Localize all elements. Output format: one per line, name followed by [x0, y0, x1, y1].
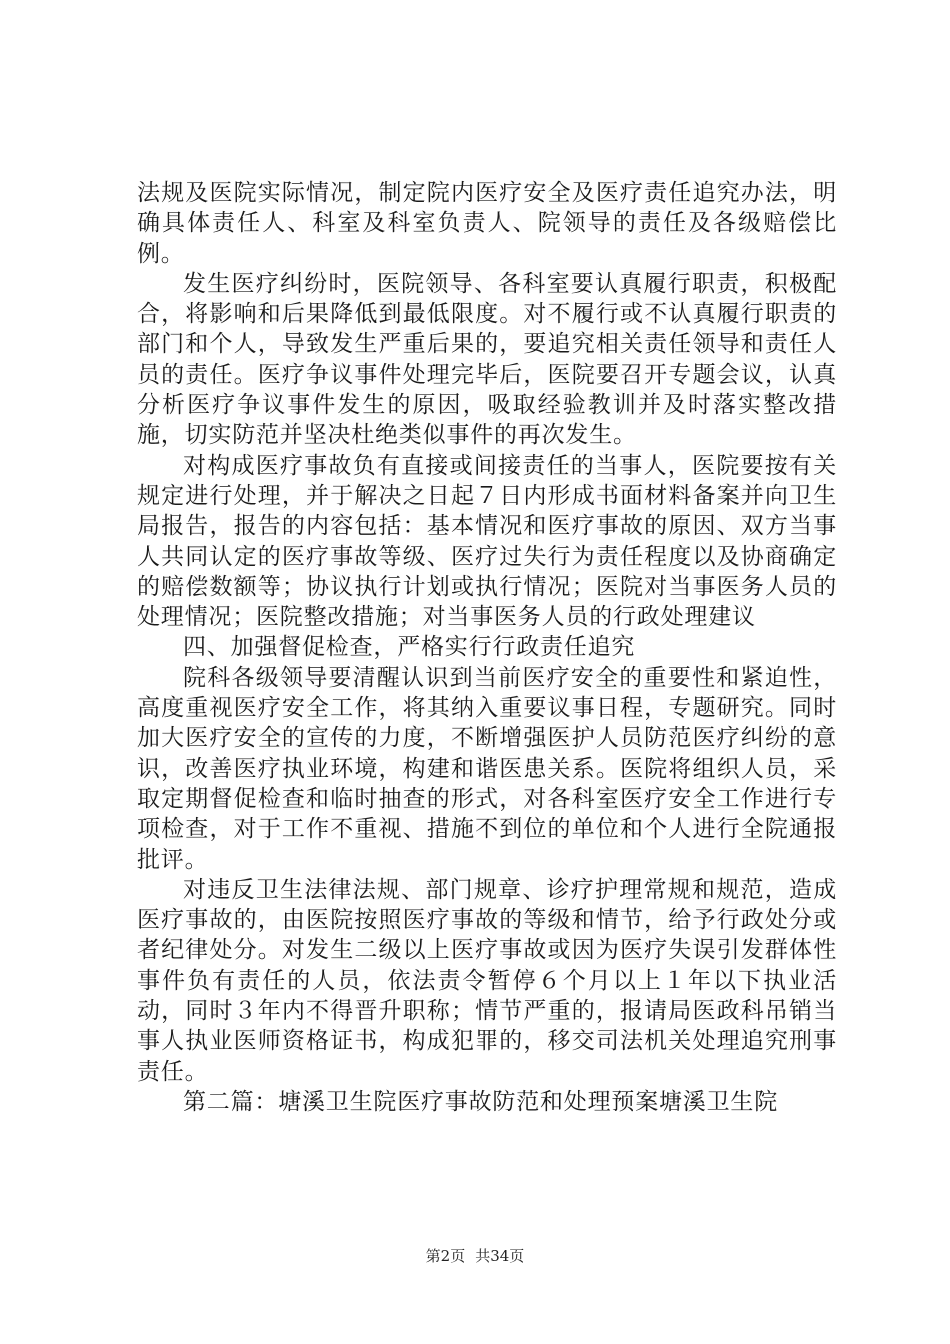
paragraph-3: 对构成医疗事故负有直接或间接责任的当事人，医院要按有关规定进行处理，并于解决之日起７日内形成书面材料备案并向卫生局报告，报告的内容包括：基本情况和医疗事故的原因、双方当事人共同认定的医疗事故等级、医疗过失行为责任程度以及协商确定的赔偿数额等；协议执行计划或执行情况；医院对当事医务人员的处理情况；医院整改措施；对当事医务人员的行政处理建议 — [137, 452, 837, 631]
paragraph-2: 发生医疗纠纷时，医院领导、各科室要认真履行职责，积极配合，将影响和后果降低到最低限度。对不履行或不认真履行职责的部门和个人，导致发生严重后果的，要追究相关责任领导和责任人员的责任。医疗争议事件处理完毕后，医院要召开专题会议，认真分析医疗争议事件发生的原因，吸取经验教训并及时落实整改措施，切实防范并坚决杜绝类似事件的再次发生。 — [137, 270, 837, 449]
section-heading: 四、加强督促检查，严格实行行政责任追究 — [183, 634, 636, 661]
paragraph-7: 第二篇：塘溪卫生院医疗事故防范和处理预案塘溪卫生院 — [183, 1088, 778, 1115]
page-number: 第2页 — [425, 1247, 466, 1265]
paragraph-1: 法规及医院实际情况，制定院内医疗安全及医疗责任追究办法，明确具体责任人、科室及科室负责人、院领导的责任及各级赔偿比例。 — [137, 180, 837, 267]
page-total: 共34页 — [475, 1247, 525, 1265]
paragraph-6: 对违反卫生法律法规、部门规章、诊疗护理常规和规范，造成医疗事故的，由医院按照医疗事故的等级和情节，给予行政处分或者纪律处分。对发生二级以上医疗事故或因为医疗失误引发群体性事件负有责任的人员，依法责令暂停６个月以上１年以下执业活动，同时３年内不得晋升职称；情节严重的，报请局医政科吊销当事人执业医师资格证书，构成犯罪的，移交司法机关处理追究刑事责任。 — [137, 876, 837, 1085]
page-footer — [0, 1245, 950, 1266]
paragraph-5: 院科各级领导要清醒认识到当前医疗安全的重要性和紧迫性，高度重视医疗安全工作，将其纳入重要议事日程，专题研究。同时加大医疗安全的宣传的力度，不断增强医护人员防范医疗纠纷的意识，改善医疗执业环境，构建和谐医患关系。医院将组织人员，采取定期督促检查和临时抽查的形式，对各科室医疗安全工作进行专项检查，对于工作不重视、措施不到位的单位和个人进行全院通报批评。 — [137, 664, 837, 873]
document-body — [137, 178, 837, 1117]
